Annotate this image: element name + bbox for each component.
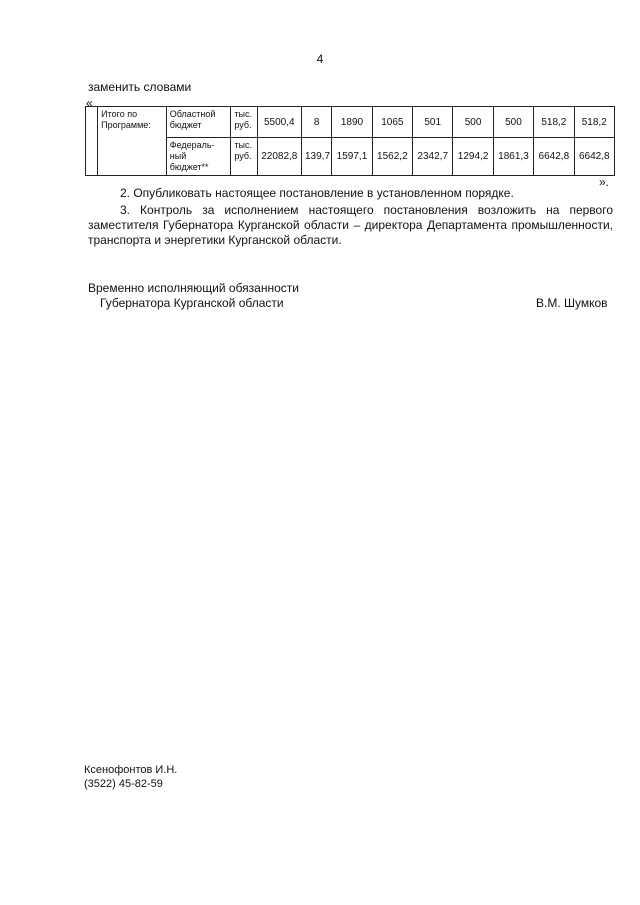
signature-title-line1: Временно исполняющий обязанности: [88, 281, 299, 295]
table-cell-source: Федераль-ный бюджет**: [166, 138, 231, 176]
table-cell-value: 22082,8: [257, 138, 301, 176]
table-cell-source: Областной бюджет: [166, 107, 231, 138]
table-cell-value: 1861,3: [493, 138, 533, 176]
table-cell-value: 8: [302, 107, 332, 138]
table-cell-value: 500: [453, 107, 493, 138]
table-cell-value: 5500,4: [257, 107, 301, 138]
table-cell-value: 1562,2: [372, 138, 412, 176]
quote-open: «: [86, 96, 93, 110]
signature-name: В.М. Шумков: [536, 296, 608, 310]
signature-title-line2: Губернатора Курганской области: [100, 296, 284, 310]
table-cell-value: 1890: [332, 107, 372, 138]
table-cell-title: Итого по Программе:: [98, 107, 167, 176]
table-cell-unit: тыс. руб.: [231, 138, 257, 176]
table-cell-value: 6642,8: [574, 138, 614, 176]
table-cell-value: 501: [413, 107, 453, 138]
table-cell-value: 1065: [372, 107, 412, 138]
paragraph-control: 3. Контроль за исполнением настоящего постановления возложить на первого заместителя Губернатора Курганской области – директора Департамента промышленности, транспорта и энергетики Курганской области.: [88, 203, 613, 247]
table-cell-value: 6642,8: [534, 138, 574, 176]
table-cell-value: 139,7: [302, 138, 332, 176]
executor-phone: (3522) 45-82-59: [84, 778, 163, 790]
paragraph-publish: 2. Опубликовать настоящее постановление в установленном порядке.: [120, 186, 514, 200]
budget-table: [85, 106, 615, 176]
table-cell-empty: [86, 107, 98, 176]
quote-close: ».: [599, 175, 610, 189]
table-row: [86, 107, 615, 138]
table-cell-value: 1597,1: [332, 138, 372, 176]
page-number: 4: [316, 52, 324, 66]
table-cell-value: 500: [493, 107, 533, 138]
table-cell-unit: тыс. руб.: [231, 107, 257, 138]
executor-name: Ксенофонтов И.Н.: [84, 764, 178, 776]
intro-text: заменить словами: [88, 80, 192, 94]
table-cell-value: 518,2: [574, 107, 614, 138]
table-cell-value: 1294,2: [453, 138, 493, 176]
table-cell-value: 518,2: [534, 107, 574, 138]
table-cell-value: 2342,7: [413, 138, 453, 176]
